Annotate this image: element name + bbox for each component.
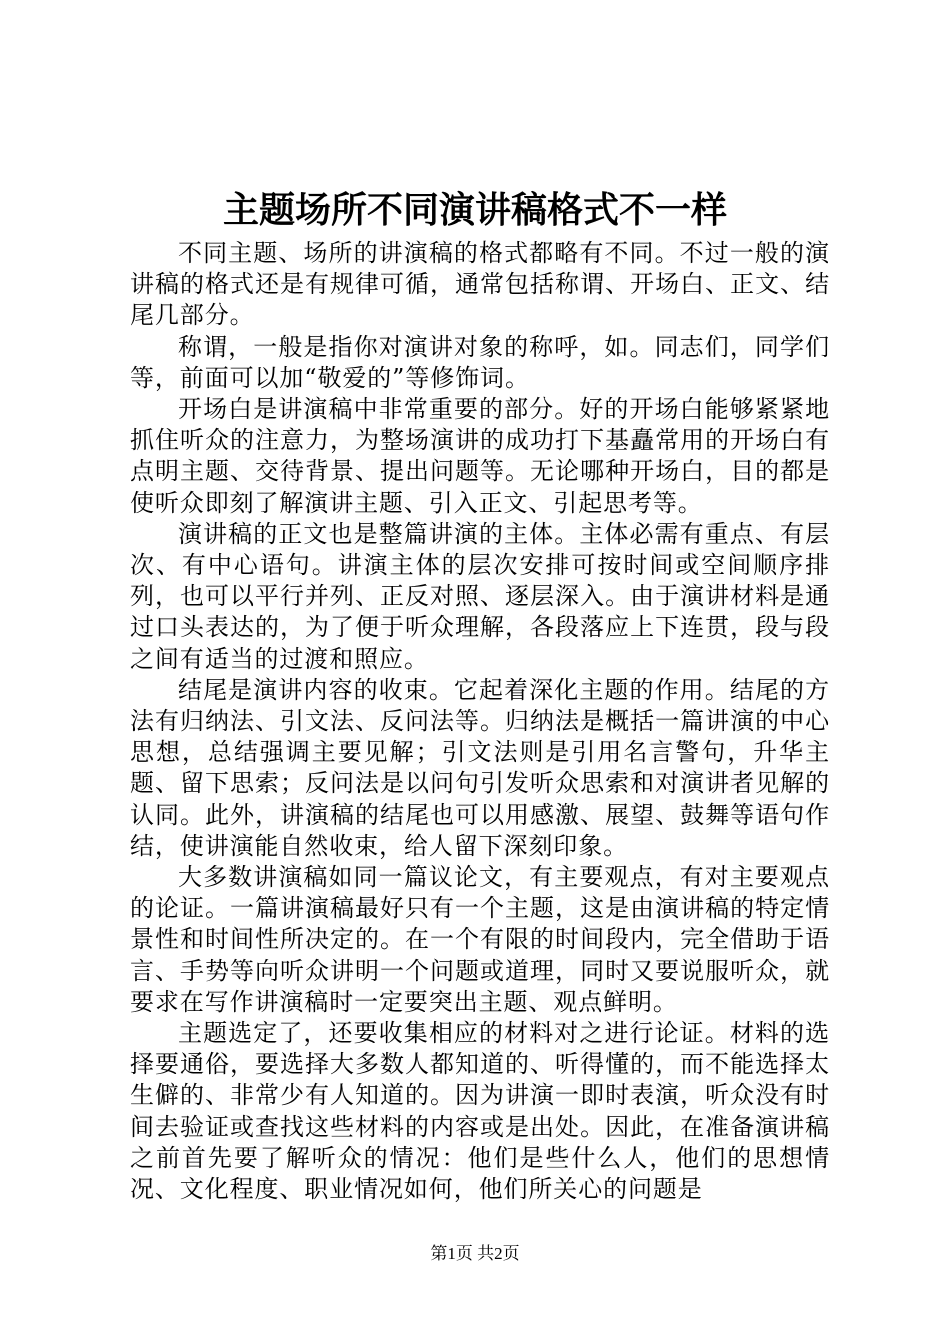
paragraph-theme: 大多数讲演稿如同一篇议论文，有主要观点，有对主要观点的论证。一篇讲演稿最好只有一个主题，这是由演讲稿的特定情景性和时间性所决定的。在一个有限的时间段内，完全借助于语言、手势等向听众讲明一个问题或道理，同时又要说服听众，就要求在写作讲演稿时一定要突出主题、观点鲜明。 — [130, 863, 830, 1016]
paragraph-materials: 主题选定了，还要收集相应的材料对之进行论证。材料的选择要通俗，要选择大多数人都知道的、听得懂的，而不能选择太生僻的、非常少有人知道的。因为讲演一即时表演，听众没有时间去验证或查找这些材料的内容或是出处。因此，在准备演讲稿之前首先要了解听众的情况：他们是些什么人，他们的思想情况、文化程度、职业情况如何，他们所关心的问题是 — [130, 1019, 830, 1204]
paragraph-opening: 开场白是讲演稿中非常重要的部分。好的开场白能够紧紧地抓住听众的注意力，为整场演讲的成功打下基矗常用的开场白有点明主题、交待背景、提出问题等。无论哪种开场白，目的都是使听众即刻了解演讲主题、引入正文、引起思考等。 — [130, 395, 830, 517]
page-number-footer: 第1页 共2页 — [430, 1244, 520, 1263]
paragraph-intro: 不同主题、场所的讲演稿的格式都略有不同。不过一般的演讲稿的格式还是有规律可循，通常包括称谓、开场白、正文、结尾几部分。 — [130, 239, 830, 330]
document-body — [130, 238, 830, 1205]
paragraph-salutation: 称谓，一般是指你对演讲对象的称呼，如。同志们，同学们等，前面可以加“敬爱的”等修饰词。 — [130, 332, 830, 392]
document-title: 主题场所不同演讲稿格式不一样 — [222, 189, 727, 231]
paragraph-ending: 结尾是演讲内容的收束。它起着深化主题的作用。结尾的方法有归纳法、引文法、反问法等。归纳法是概括一篇讲演的中心思想，总结强调主要见解；引文法则是引用名言警句，升华主题、留下思索；反问法是以问句引发听众思索和对演讲者见解的认同。此外，讲演稿的结尾也可以用感激、展望、鼓舞等语句作结，使讲演能自然收束，给人留下深刻印象。 — [130, 675, 830, 860]
paragraph-main-body: 演讲稿的正文也是整篇讲演的主体。主体必需有重点、有层次、有中心语句。讲演主体的层次安排可按时间或空间顺序排列，也可以平行并列、正反对照、逐层深入。由于演讲材料是通过口头表达的，为了便于听众理解，各段落应上下连贯，段与段之间有适当的过渡和照应。 — [130, 519, 830, 673]
